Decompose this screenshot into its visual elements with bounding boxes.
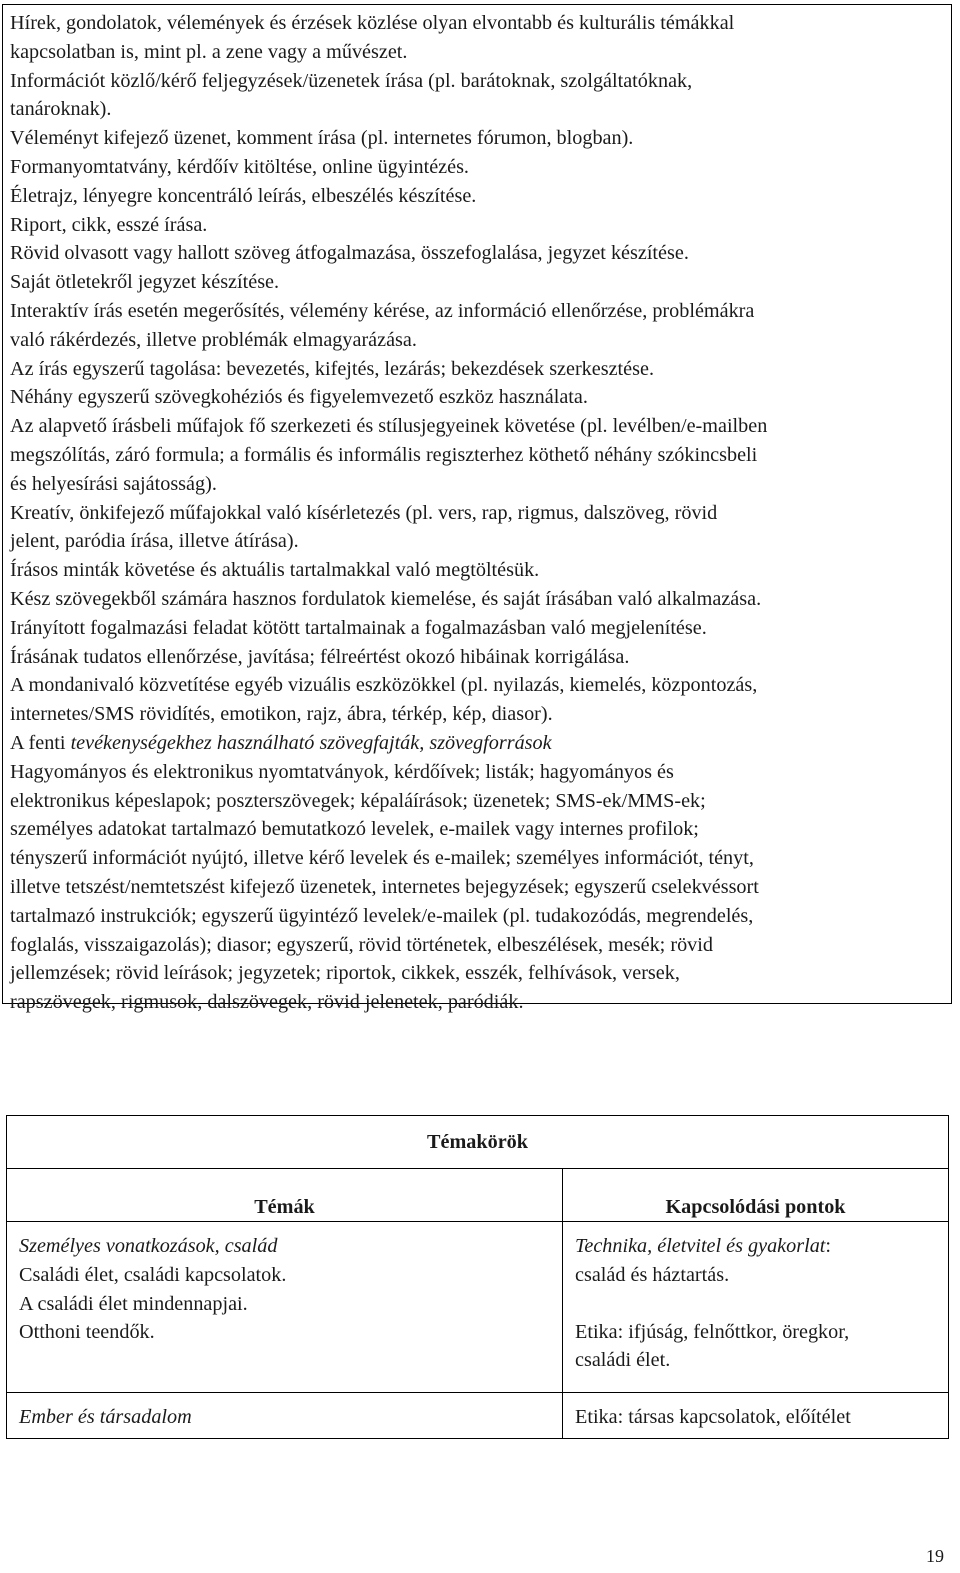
activity-line: Az alapvető írásbeli műfajok fő szerkezeti és stílusjegyeinek követése (pl. levélben/e-mailben — [10, 415, 768, 438]
column-header-connections — [563, 1169, 949, 1222]
activity-line: Írásos minták követése és aktuális tartalmakkal való megtöltésük. — [10, 559, 540, 582]
text-type-line: rapszövegek, rigmusok, dalszövegek, rövid jelenetek, paródiák. — [10, 991, 524, 1014]
activity-line: kapcsolatban is, mint pl. a zene vagy a művészet. — [10, 40, 408, 63]
column-header-connections-label: Kapcsolódási pontok — [665, 1196, 846, 1218]
row1-connections-cell — [563, 1222, 949, 1393]
column-header-topics-label: Témák — [254, 1196, 315, 1218]
activity-line: való rákérdezés, illetve problémák elmagyarázása. — [10, 328, 417, 351]
row1-topic-line: Otthoni teendők. — [19, 1321, 155, 1344]
activity-line: Saját ötletekről jegyzet készítése. — [10, 271, 280, 294]
row1-connection-heading-suffix: : — [825, 1235, 832, 1257]
text-type-line: elektronikus képeslapok; poszterszövegek; képaláírások; üzenetek; SMS-ek/MMS-ek; — [10, 789, 706, 812]
activity-line: Hírek, gondolatok, vélemények és érzések közlése olyan elvontabb és kulturális témákkal — [10, 12, 735, 34]
page-number: 19 — [926, 1546, 944, 1566]
text-types-heading-prefix: A fenti — [10, 731, 71, 754]
activity-line: Formanyomtatvány, kérdőív kitöltése, online ügyintézés. — [10, 155, 469, 178]
activities-list — [10, 9, 944, 729]
text-type-line: foglalás, visszaigazolás); diasor; egyszerű, rövid történetek, elbeszélések, mesék; rövid — [10, 933, 713, 956]
activity-line: és helyesírási sajátosság). — [10, 472, 217, 495]
topics-table — [6, 1115, 949, 1439]
row1-connection-line: családi élet. — [575, 1349, 671, 1372]
activity-line: tanároknak). — [10, 98, 112, 121]
activity-line: Interaktív írás esetén megerősítés, vélemény kérése, az információ ellenőrzése, problémákra — [10, 299, 755, 322]
activity-line: Néhány egyszerű szövegkohéziós és figyelemvezető eszköz használata. — [10, 386, 588, 409]
activity-line: Kreatív, önkifejező műfajokkal való kísérletezés (pl. vers, rap, rigmus, dalszöveg, rövid — [10, 501, 718, 524]
text-type-line: illetve tetszést/nemtetszést kifejező üzenetek, internetes bejegyzések; egyszerű cselekvéssort — [10, 875, 759, 898]
activity-line: Kész szövegekből számára hasznos fordulatok kiemelése, és saját írásában való alkalmazása. — [10, 587, 762, 610]
column-header-topics — [7, 1169, 563, 1222]
activity-line: Riport, cikk, esszé írása. — [10, 213, 208, 236]
text-types-list — [10, 758, 944, 1017]
row1-connection-line: Etika: ifjúság, felnőttkor, öregkor, — [575, 1320, 850, 1343]
text-type-line: Hagyományos és elektronikus nyomtatványok, kérdőívek; listák; hagyományos és — [10, 760, 674, 783]
row1-connection-line: család és háztartás. — [575, 1263, 730, 1286]
text-types-heading — [10, 729, 944, 758]
row2-connections-cell — [563, 1393, 949, 1439]
row1-topic-heading: Személyes vonatkozások, család — [19, 1235, 278, 1257]
activities-box — [2, 4, 952, 1014]
text-type-line: jellemzések; rövid leírások; jegyzetek; riportok, cikkek, esszék, felhívások, versek, — [10, 962, 680, 985]
row1-topic-line: Családi élet, családi kapcsolatok. — [19, 1263, 287, 1286]
text-types-heading-italic: tevékenységekhez használható szövegfajták, szövegforrások — [70, 731, 552, 754]
row2-topic-heading: Ember és társadalom — [19, 1406, 192, 1428]
activity-line: internetes/SMS rövidítés, emotikon, rajz, ábra, térkép, kép, diasor). — [10, 703, 553, 726]
activity-line: Véleményt kifejező üzenet, komment írása (pl. internetes fórumon, blogban). — [10, 127, 634, 150]
row2-topics-cell — [7, 1393, 563, 1439]
text-type-line: személyes adatokat tartalmazó bemutatkozó levelek, e-mailek vagy internes profilok; — [10, 818, 699, 841]
table-title: Témakörök — [7, 1116, 949, 1169]
activity-line: Rövid olvasott vagy hallott szöveg átfogalmazása, összefoglalása, jegyzet készítése. — [10, 242, 689, 265]
activity-line: jelent, paródia írása, illetve átírása). — [10, 530, 299, 553]
text-type-line: tényszerű információt nyújtó, illetve kérő levelek és e-mailek; személyes információt, tényt, — [10, 847, 754, 870]
activity-line: Írásának tudatos ellenőrzése, javítása; félreértést okozó hibáinak korrigálása. — [10, 645, 630, 668]
row2-connection-line: Etika: társas kapcsolatok, előítélet — [575, 1406, 851, 1428]
activity-line: megszólítás, záró formula; a formális és informális regiszterhez köthető néhány szókincsbeli — [10, 443, 758, 466]
activity-line: Információt közlő/kérő feljegyzések/üzenetek írása (pl. barátoknak, szolgáltatóknak, — [10, 69, 693, 92]
row1-topics-cell — [7, 1222, 563, 1393]
activity-line: Az írás egyszerű tagolása: bevezetés, kifejtés, lezárás; bekezdések szerkesztése. — [10, 357, 654, 380]
row1-connection-heading: Technika, életvitel és gyakorlat — [575, 1235, 826, 1257]
text-type-line: tartalmazó instrukciók; egyszerű ügyintéző levelek/e-mailek (pl. tudakozódás, megrendelés, — [10, 904, 754, 927]
row1-topic-line: A családi élet mindennapjai. — [19, 1292, 248, 1315]
activity-line: Életrajz, lényegre koncentráló leírás, elbeszélés készítése. — [10, 184, 477, 207]
activity-line: A mondanivaló közvetítése egyéb vizuális eszközökkel (pl. nyilazás, kiemelés, központozás, — [10, 674, 758, 697]
activity-line: Irányított fogalmazási feladat kötött tartalmainak a fogalmazásban való megjelenítése. — [10, 616, 707, 639]
